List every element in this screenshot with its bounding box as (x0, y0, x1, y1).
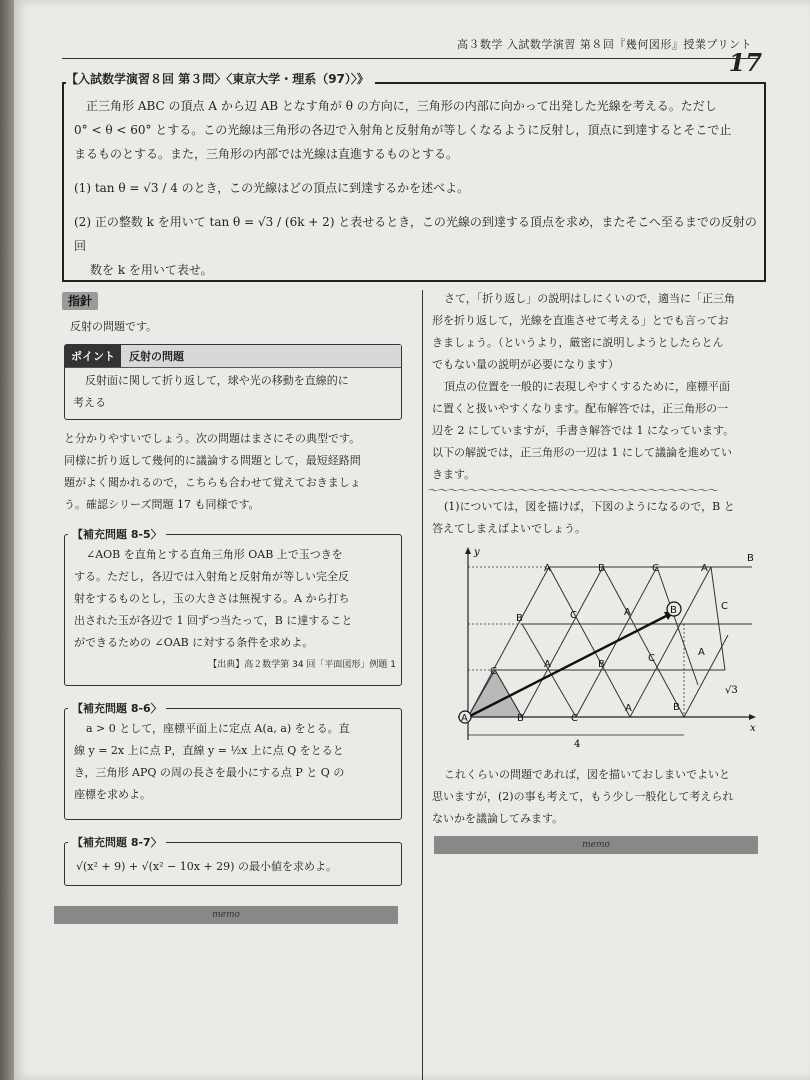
sup6-title-text: 補充問題 8-6〉 (83, 702, 162, 715)
label-a-origin: A (461, 713, 468, 724)
para-line-2: 同様に折り返して幾何的に議論する問題として，最短経路問 (64, 454, 361, 467)
sup5-title-text: 補充問題 8-5〉 (83, 528, 162, 541)
header-rule (62, 58, 760, 59)
label-c-5: C (721, 601, 728, 612)
sup6-line-1: a > 0 として，座標平面上に定点 A(a, a) をとる。直 (86, 722, 350, 735)
point-header (65, 345, 401, 368)
label-a-7: A (701, 563, 708, 574)
label-a-4: A (544, 659, 551, 670)
label-c-4: C (570, 610, 577, 621)
sup7-title-text: 補充問題 8-7〉 (83, 836, 162, 849)
column-divider (422, 290, 423, 1080)
label-c-6: C (652, 563, 659, 574)
label-b-3: B (598, 659, 605, 670)
intro-text: 反射の問題です。 (70, 320, 158, 333)
textbook-page (14, 0, 810, 1080)
label-b-1: B (517, 713, 524, 724)
label-b-2: B (673, 702, 680, 713)
point-line-1: 反射面に関して折り返して，球や光の移動を直線的に (85, 374, 349, 387)
problem-line-2: 0° < θ < 60° とする。この光線は三角形の各辺で入射角と反射角が等しくなるように反射し，頂点に到達するとそこで止 (74, 123, 732, 137)
supplement-8-5-text (74, 544, 396, 676)
point-line-2: 考える (73, 396, 106, 409)
sup5-line-1: ∠AOB を直角とする直角三角形 OAB 上で玉つきを (86, 548, 343, 561)
supplement-8-6-title: 【補充問題 8-6〉 (68, 700, 166, 716)
y-axis-label: y (474, 547, 480, 558)
intro-paragraph (64, 428, 409, 516)
shishin-label: 指針 (62, 292, 98, 310)
r4-line-2: 思いますが，(2)の事も考えて，もう少し一般化して考えられ (432, 790, 734, 803)
problem-title: 【入試数学演習８回 第３問〉〈東京大学・理系（97）〉》 (66, 70, 375, 87)
sup5-source: 【出典】高２数学第 34 回「平面図形」例題 1 (208, 660, 396, 670)
para-line-3: 題がよく聞かれるので，こちらも合わせて覚えておきましょ (64, 476, 361, 489)
right-paragraph-3 (432, 496, 772, 540)
sup5-line-4: 出された玉が各辺で 1 回ずつ当たって，B に達すること (74, 614, 353, 627)
r3-line-1: (1)については，図を描けば，下図のようになるので，B と (444, 500, 735, 513)
sup5-line-2: する。ただし，各辺では入射角と反射角が等しい完全反 (74, 570, 349, 583)
r4-line-1: これくらいの問題であれば，図を描いておしまいでよいと (444, 768, 730, 781)
r2-line-3: 辺を 2 にしていますが，手書き解答では 1 になっています。 (432, 424, 735, 437)
right-paragraph-1 (432, 288, 772, 376)
x-axis-arrow (749, 714, 756, 720)
point-box (64, 344, 402, 420)
wavy-separator: 〜〜〜〜〜〜〜〜〜〜〜〜〜〜〜〜〜〜〜〜〜〜〜〜〜〜〜〜〜 (428, 484, 718, 497)
r4-line-3: ないかを議論してみます。 (432, 812, 564, 825)
point-body (65, 368, 401, 416)
sup5-line-3: 射をするものとし，玉の大きさは無視する。A から打ち (74, 592, 350, 605)
problem-line-3: まるものとする。また，三角形の内部では光線は直進するものとする。 (74, 147, 459, 161)
label-a-6: A (544, 563, 551, 574)
reflection-diagram (428, 545, 768, 750)
running-header: 高３数学 入試数学演習 第８回『幾何図形』授業プリント (456, 38, 752, 51)
r1-line-4: でもない量の説明が必要になります） (432, 358, 619, 371)
supplement-8-6-text (74, 718, 396, 806)
sup5-line-5: ができるための ∠OAB に対する条件を求めよ。 (74, 636, 314, 649)
para-line-4: う。確認シリーズ問題 17 も同様です。 (64, 498, 260, 511)
label-b-target: B (670, 605, 677, 616)
sup6-line-4: 座標を求めよ。 (74, 788, 151, 801)
r1-line-3: きましょう。（というより，厳密に説明しようとしたらとん (432, 336, 724, 349)
label-b-4: B (516, 613, 523, 624)
label-c-3: C (648, 653, 655, 664)
problem-line-1: 正三角形 ABC の頂点 A から辺 AB となす角が θ の方向に，三角形の内部に向かって出発した光線を考える。ただし (86, 99, 717, 113)
point-title: 反射の問題 (129, 350, 184, 363)
sqrt3-label: √3 (725, 685, 738, 696)
label-a-2: A (625, 703, 632, 714)
page-number: 17 (728, 48, 762, 77)
x-axis-label: x (750, 723, 756, 734)
problem-title-text: 入試数学演習８回 第３問〉〈東京大学・理系（97）〉 (78, 72, 357, 86)
y-axis-arrow (465, 547, 471, 554)
problem-part-1: (1) tan θ = √3 / 4 のとき，この光線はどの頂点に到達するかを述べよ。 (74, 181, 470, 195)
r3-line-2: 答えてしまえばよいでしょう。 (432, 522, 586, 535)
memo-bar-right: memo (434, 836, 758, 854)
supplement-8-5-title: 【補充問題 8-5〉 (68, 526, 166, 542)
label-b-5: B (598, 563, 605, 574)
label-a-3: A (698, 647, 705, 658)
r2-line-4: 以下の解説では，正三角形の一辺は 1 にして議論を進めてい (432, 446, 732, 459)
point-tag: ポイント (65, 345, 121, 367)
binding-spine (0, 0, 14, 1080)
label-b-6: B (747, 553, 754, 564)
sup6-line-3: き，三角形 APQ の周の長さを最小にする点 P と Q の (74, 766, 345, 779)
para-line-1: と分かりやすいでしょう。次の問題はまさにその典型です。 (64, 432, 361, 445)
r1-line-1: さて，「折り返し」の説明はしにくいので，適当に「正三角 (444, 292, 736, 305)
shishin-tag (62, 290, 98, 309)
label-c-2: C (490, 666, 497, 677)
label-a-5: A (624, 607, 631, 618)
problem-part-2-cont: 数を k を用いて表せ。 (90, 263, 213, 277)
r2-line-1: 頂点の位置を一般的に表現しやすくするために，座標平面 (444, 380, 730, 393)
memo-bar-left: memo (54, 906, 398, 924)
r1-line-2: 形を折り返して，光線を直進させて考える」とでも言ってお (432, 314, 729, 327)
problem-part-2: (2) 正の整数 k を用いて tan θ = √3 / (6k + 2) と表せるとき，この光線の到達する頂点を求め，またそこへ至るまでの反射の回 (74, 215, 757, 253)
problem-text (74, 94, 764, 282)
supplement-8-7-title: 【補充問題 8-7〉 (68, 834, 166, 850)
label-c-1: C (571, 713, 578, 724)
right-paragraph-2 (432, 376, 772, 486)
supplement-8-7-text: √(x² + 9) + √(x² − 10x + 29) の最小値を求めよ。 (76, 860, 337, 873)
dimension-label: 4 (574, 739, 581, 750)
r2-line-5: きます。 (432, 468, 476, 481)
sup6-line-2: 線 y = 2x 上に点 P，直線 y = ½x 上に点 Q をとると (74, 744, 344, 757)
r2-line-2: に置くと扱いやすくなります。配布解答では，正三角形の一 (432, 402, 729, 415)
right-paragraph-4 (432, 764, 772, 830)
